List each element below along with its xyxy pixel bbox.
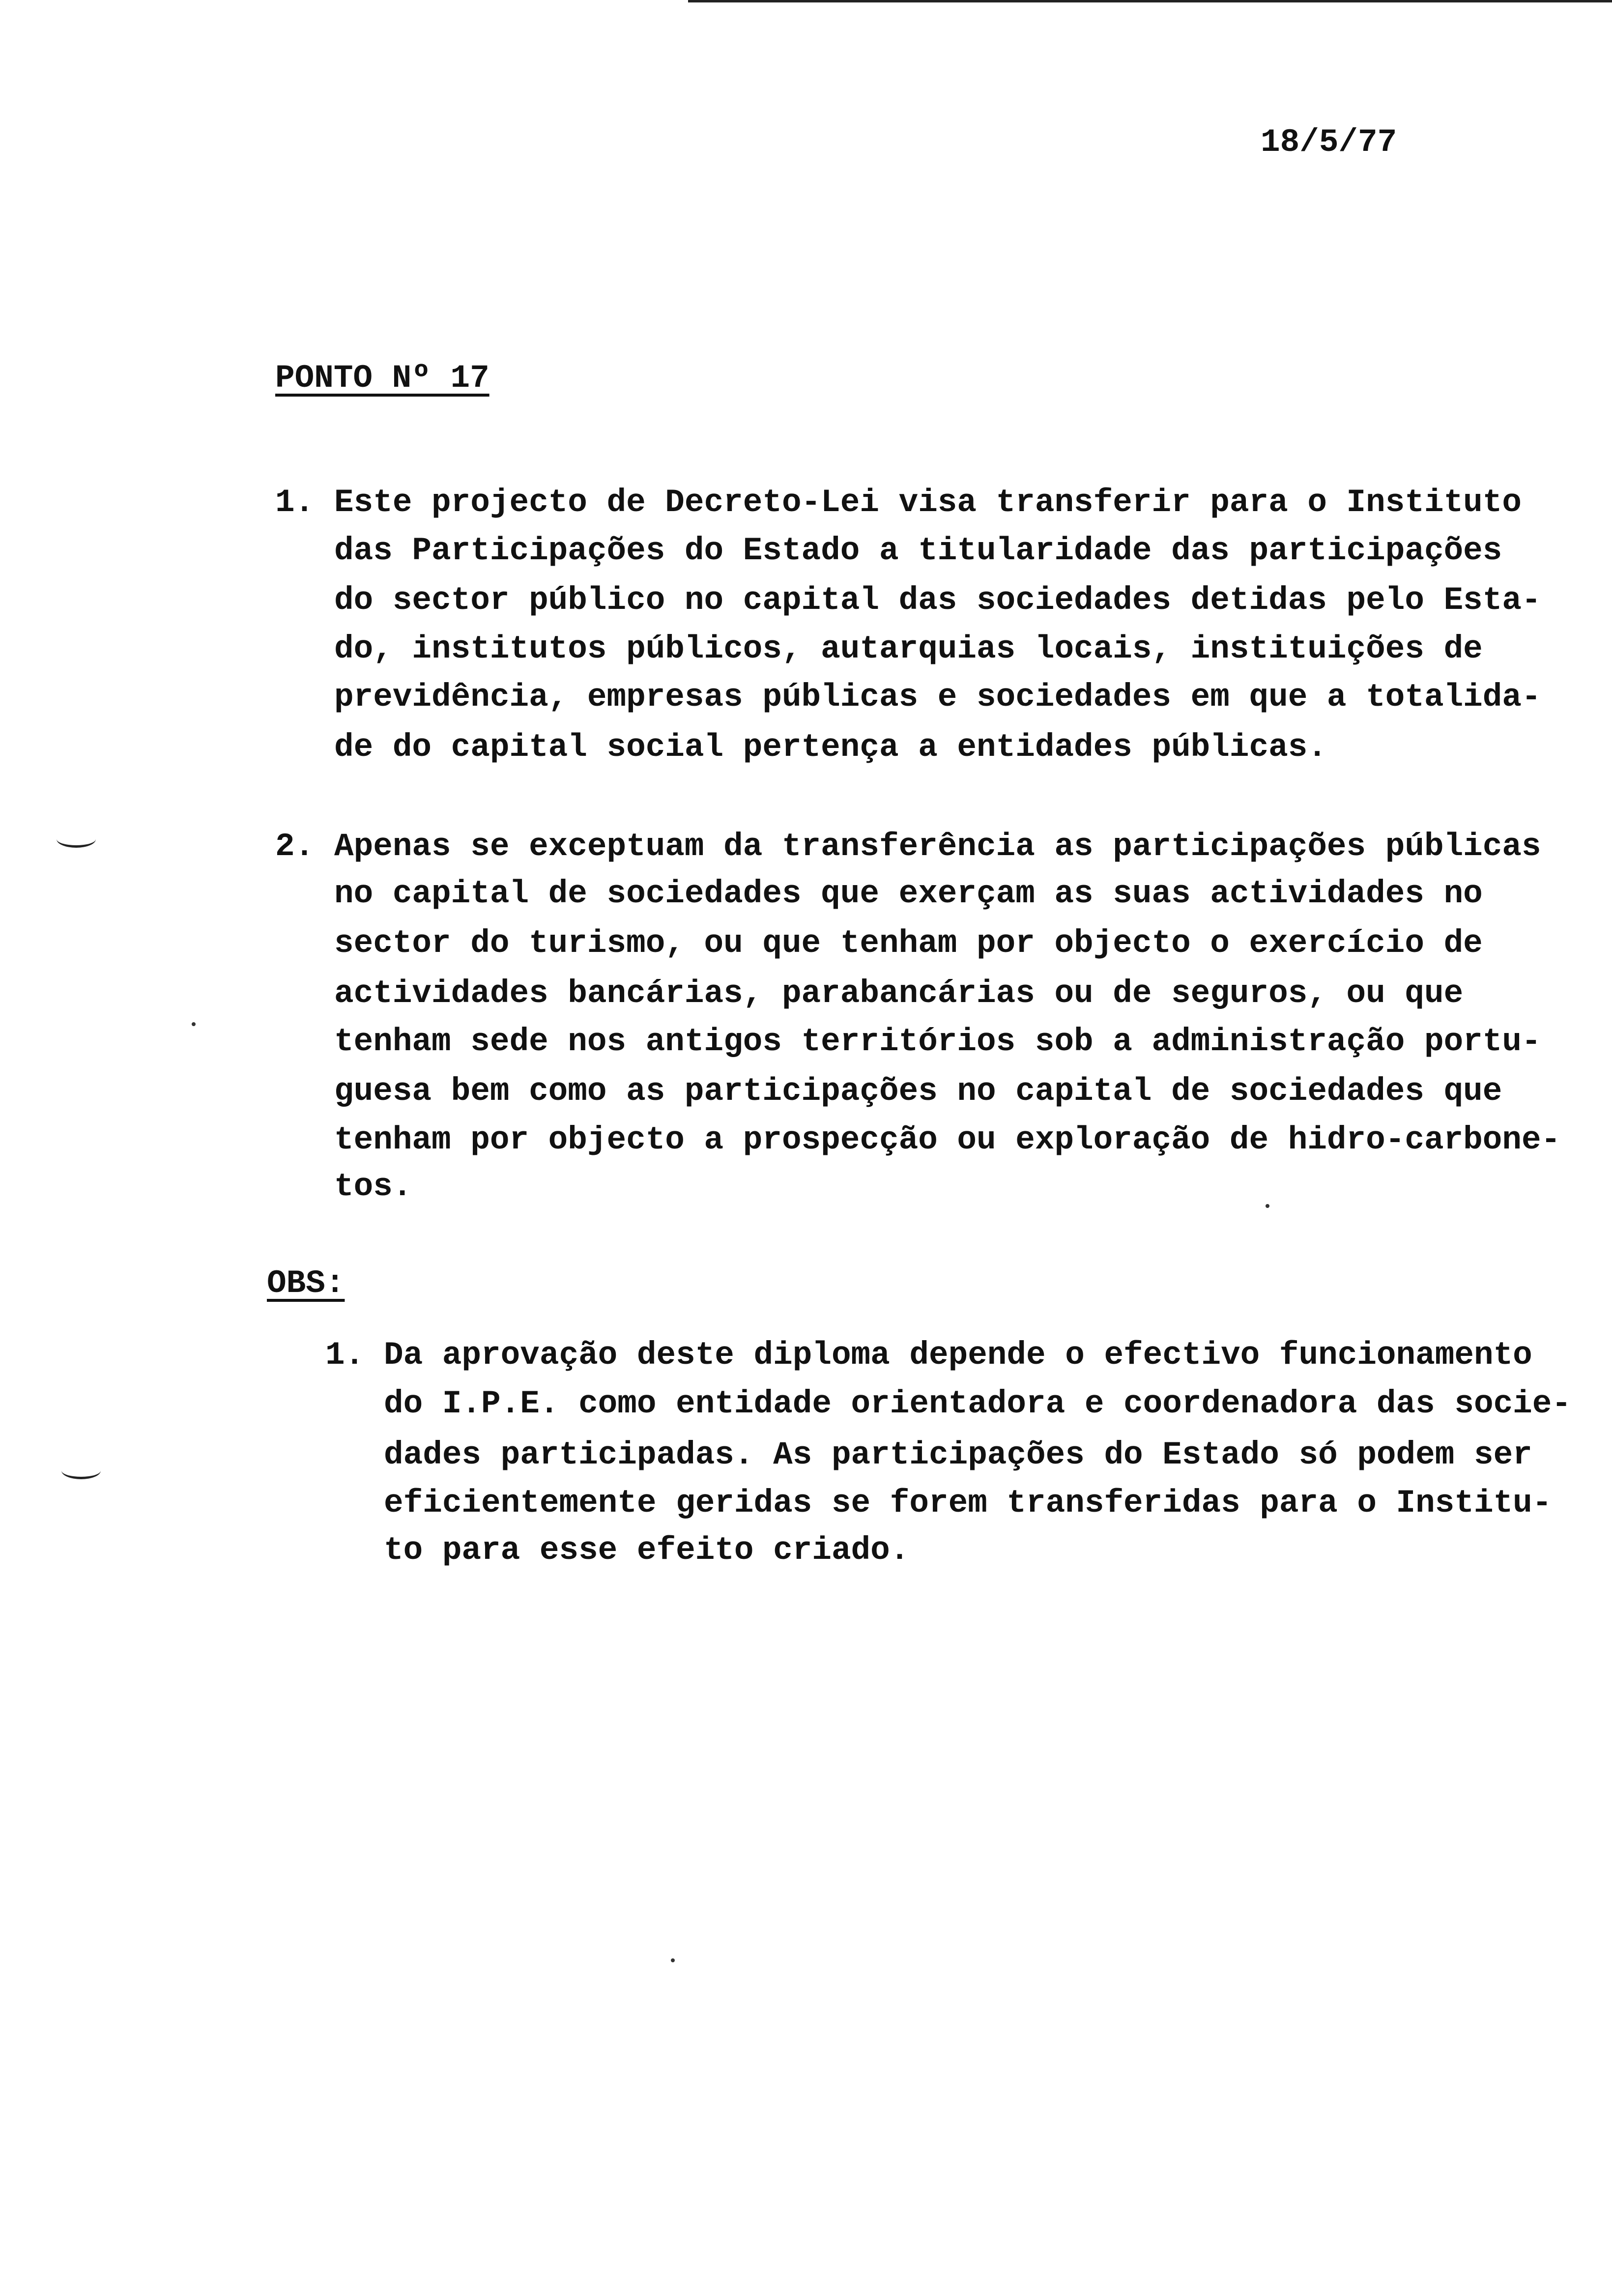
scan-speck [192,1022,196,1026]
paragraph-line: guesa bem como as participações no capital de sociedades que [334,1073,1502,1110]
paragraph-line: eficientemente geridas se forem transferidas para o Institu- [384,1485,1552,1521]
section-heading: PONTO Nº 17 [275,360,489,397]
scan-speck [671,1958,675,1962]
paragraph-line: dades participadas. As participações do Estado só podem ser [384,1436,1532,1473]
scan-speck [1266,1204,1269,1208]
paragraph-line: no capital de sociedades que exerçam as suas actividades no [334,875,1483,912]
margin-mark [61,1462,101,1479]
top-border-line [688,0,1612,2]
paragraph-line: Da aprovação deste diploma depende o efectivo funcionamento [384,1337,1532,1374]
paragraph-line: do sector público no capital das sociedades detidas pelo Esta- [334,582,1541,619]
paragraph-line: do, institutos públicos, autarquias locais, instituições de [334,631,1483,667]
paragraph-line: Apenas se exceptuam da transferência as participações públicas [334,828,1541,865]
item-number: 2. [275,828,315,865]
paragraph-line: to para esse efeito criado. [384,1532,910,1569]
paragraph-line: sector do turismo, ou que tenham por objecto o exercício de [334,925,1483,962]
paragraph-line: previdência, empresas públicas e sociedades em que a totalida- [334,679,1541,716]
paragraph-line: de do capital social pertença a entidades públicas. [334,729,1327,766]
document-date: 18/5/77 [1261,124,1397,161]
paragraph-line: do I.P.E. como entidade orientadora e coordenadora das socie- [384,1385,1571,1422]
margin-mark [57,831,96,848]
paragraph-line: tenham sede nos antigos territórios sob a administração portu- [334,1023,1541,1060]
paragraph-line: actividades bancárias, parabancárias ou de seguros, ou que [334,975,1464,1012]
paragraph-line: das Participações do Estado a titularidade das participações [334,532,1502,569]
obs-label: OBS: [267,1265,345,1302]
paragraph-line: tos. [334,1168,412,1205]
item-number: 1. [275,484,315,521]
item-number: 1. [325,1337,365,1374]
paragraph-line: Este projecto de Decreto-Lei visa transferir para o Instituto [334,484,1522,521]
paragraph-line: tenham por objecto a prospecção ou exploração de hidro-carbone- [334,1121,1561,1158]
